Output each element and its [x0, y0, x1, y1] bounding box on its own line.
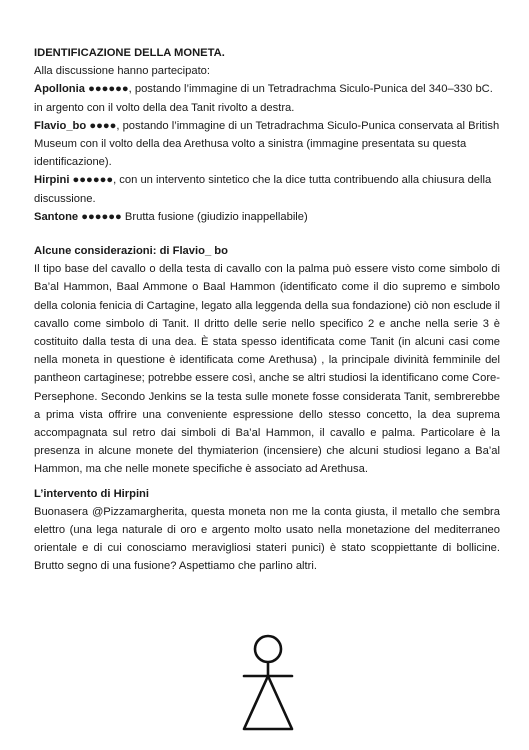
participant-name: Apollonia [34, 83, 85, 96]
intro-text: Alla discussione hanno partecipato: [34, 65, 211, 78]
rating-dots: ●●●● [89, 119, 117, 132]
section-heading: L’intervento di Hirpini [34, 487, 149, 500]
participant-text: , postando l’immagine di un Tetradrachma Siculo-Punica del 340–330 bC. in argento con il volto della dea Tanit rivolto a destra. [34, 83, 493, 114]
participant-name: Hirpini [34, 174, 70, 187]
participant-text: , con un intervento sintetico che la dice tutta contribuendo alla chiusura della discussione. [34, 174, 492, 205]
section-body: Buonasera @Pizzamargherita, questa moneta non me la conta giusta, il metallo che sembra elettro (una lega naturale di oro e argento molto usato nella monetazione del mediterraneo orientale e di cui conosciamo meravigliosi stateri punici) è stato scoppiettante di bollicine. Brutto segno di una fusione? Aspettiamo che parlino altri. [34, 505, 500, 573]
tanit-symbol-icon [240, 632, 296, 732]
rating-dots: ●●●●●● [81, 210, 122, 223]
participant-entry [34, 171, 500, 207]
participant-name: Flavio_bo [34, 119, 87, 132]
section-title: IDENTIFICAZIONE DELLA MONETA. [34, 47, 225, 59]
rating-dots: ●●●●●● [72, 174, 114, 187]
rating-dots: ●●●●●● [88, 83, 129, 96]
participant-entry [34, 80, 500, 116]
participant-name: Santone [34, 210, 79, 223]
section-heading: Alcune considerazioni: di Flavio_ bo [34, 245, 228, 258]
participant-text: Brutta fusione (giudizio inappellabile) [121, 210, 308, 223]
participant-text: , postando l’immagine di un Tetradrachma Siculo-Punica conservata al British Museum con il volto della dea Arethusa volto a sinistra (immagine presentata su questa identificazione). [34, 119, 500, 169]
participant-entry [34, 117, 500, 172]
section-body: Il tipo base del cavallo o della testa di cavallo con la palma può essere visto come simbolo di Ba’al Hammon, Baal Ammone o Baal Hammon (identificato come il dio supremo e simbolo della colonia fenicia di Cartagine, legato alla leggenda della sua fondazione) ciò non esclude il cavallo come simbolo di Tanit. Il dritto delle serie nello specifico 2 e anche nella serie 3 è costituito dalla testa di una dea. È stata spesso identificata come Tanit (in alcuni casi come nella moneta in questione è identificata come Arethusa) , la principale divinità femminile del pantheon cartaginese; potrebbe essere così, anche se altri studiosi la identificano come Core-Persephone. Secondo Jenkins se la testa sulle monete fosse considerata Tanit, sembrerebbe a prima vista offrire una conveniente espressione dello stesso concetto, la dea suprema accompagnata sul retro dai simboli di Ba’al Hammon, il cavallo e palma. Particolare è la presenza in alcune monete del thymiaterion (incensiere) che alcuni studiosi legano a Ba’al Hammon, ma che nelle monete specifiche è associato ad Arethusa. [34, 263, 500, 476]
document-page [34, 44, 500, 576]
participant-entry [34, 208, 500, 226]
